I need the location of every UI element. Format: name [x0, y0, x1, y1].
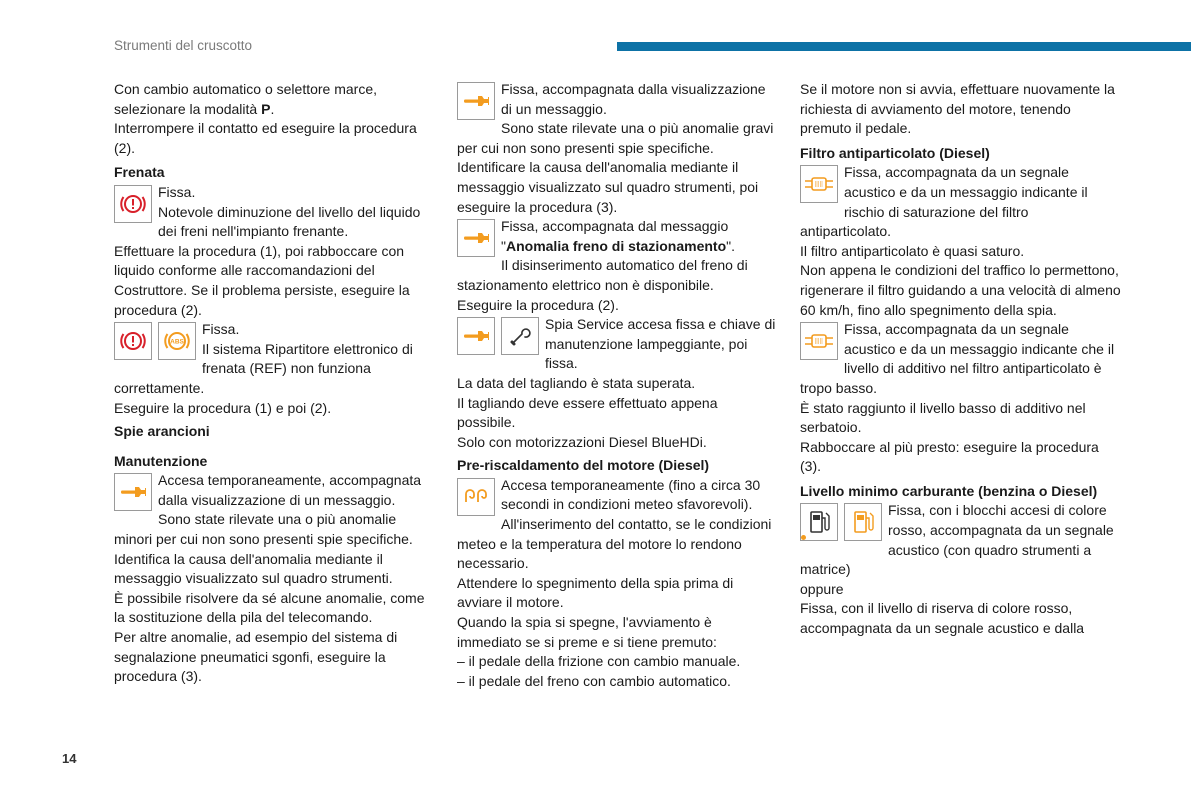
- warning-block-serious-anomaly: Fissa, accompagnata dalla visualizzazione di un messaggio. Sono state rilevate una o più anomalie gravi per cui non sono presenti spie specifiche. Identificare la causa dell'anomalia mediante il messaggio visualizzato sul quadro strumenti, poi eseguire la procedura (3).: [457, 81, 774, 215]
- fuel-pump-matrix-icon: [800, 503, 838, 541]
- reserve-dot-icon: [801, 535, 806, 540]
- warning-block-brake-fluid: Fissa. Notevole diminuzione del livello del liquido dei freni nell'impianto frenante. Effettuare la procedura (1), poi rabboccare con liquido conforme alle raccomandazioni del Costruttore. Se il problema persiste, eseguire la procedura (2).: [114, 183, 421, 318]
- heading-spie-arancioni: Spie arancioni: [114, 423, 210, 440]
- glow-plug-icon: [457, 478, 495, 516]
- warning-block-maintenance: Accesa temporaneamente, accompagnata dalla visualizzazione di un messaggio. Sono state rilevate una o più anomalie minori per cui non sono presenti spie specifiche. Identifica la causa dell'anomalia mediante il messaggio visualizzato sul quadro strumenti. È possibile risolvere da sé alcune anomalie, come la sostituzione della pila del telecomando. Per altre anomalie, ad esempio del sistema di segnalazione pneumatici sgonfi, eseguire la procedura (3).: [114, 472, 425, 685]
- heading-frenata: Frenata: [114, 164, 165, 181]
- paragraph: Con cambio automatico o selettore marce, selezionare la modalità P.: [114, 81, 378, 117]
- warning-block-parking-brake: Fissa, accompagnata dal messaggio "Anomalia freno di stazionamento". Il disinserimento automatico del freno di stazionamento elettrico non è disponibile. Eseguire la procedura (2).: [457, 218, 748, 313]
- paragraph: Interrompere il contatto ed eseguire la procedura (2).: [114, 120, 417, 156]
- brake-warning-icon: [114, 185, 152, 223]
- warning-block-low-fuel: Fissa, con i blocchi accesi di colore rosso, accompagnata da un segnale acustico (con quadro strumenti a matrice) oppure Fissa, con il livello di riserva di colore rosso, accompagnata da un segnale acustico e dalla: [800, 502, 1114, 637]
- warning-block-dpf-saturation: Fissa, accompagnata da un segnale acustico e da un messaggio indicante il rischio di saturazione del filtro antiparticolato. Il filtro antiparticolato è quasi saturo. Non appena le condizioni del traffico lo permettono, rigenerare il filtro guidando a una velocità di almeno 60 km/h, fino allo spegnimento della spia.: [800, 164, 1121, 318]
- section-title: Strumenti del cruscotto: [114, 38, 253, 53]
- wrench-icon: [457, 82, 495, 120]
- wrench-icon: [457, 219, 495, 257]
- header-accent-bar: [617, 42, 1191, 51]
- svg-text:ABS: ABS: [170, 338, 184, 346]
- heading-manutenzione: Manutenzione: [114, 452, 208, 469]
- particle-filter-icon: [800, 165, 838, 203]
- abs-warning-icon: [158, 322, 196, 360]
- warning-block-ref: ABS Fissa. Il sistema Ripartitore elettronico di frenata (REF) non funziona correttamente. Eseguire la procedura (1) e poi (2).: [114, 321, 413, 416]
- brake-warning-icon: [114, 322, 152, 360]
- warning-block-preheating: Accesa temporaneamente (fino a circa 30 secondi in condizioni meteo sfavorevoli). All'inserimento del contatto, se le condizioni meteo e la temperatura del motore lo rendono necessario. Attendere lo spegnimento della spia prima di avviare il motore. Quando la spia si spegne, l'avviamento è immediato se si preme e si tiene premuto: – il pedale della frizione con cambio manuale. – il pedale del freno con cambio automatico.: [457, 476, 772, 689]
- column-2: [457, 80, 779, 691]
- warning-block-service: Spia Service accesa fissa e chiave di manutenzione lampeggiante, poi fissa. La data del tagliando è stata superata. Il tagliando deve essere effettuato appena possibile. Solo con motorizzazioni Diesel BlueHDi.: [457, 316, 776, 450]
- heading-livello-carburante: Livello minimo carburante (benzina o Diesel): [800, 482, 1098, 499]
- warning-block-dpf-additive: Fissa, accompagnata da un segnale acustico e da un messaggio indicante che il livello di additivo nel filtro antiparticolato è tropo basso. È stato raggiunto il livello basso di additivo nel serbatoio. Rabboccare al più presto: eseguire la procedura (3).: [800, 321, 1115, 475]
- heading-filtro-antiparticolato: Filtro antiparticolato (Diesel): [800, 144, 990, 161]
- service-spanner-icon: [501, 317, 539, 355]
- column-1: [114, 80, 436, 687]
- page-number: 14: [62, 751, 77, 766]
- heading-preriscaldamento: Pre-riscaldamento del motore (Diesel): [457, 457, 710, 474]
- wrench-icon: [114, 473, 152, 511]
- particle-filter-icon: [800, 322, 838, 360]
- column-3: Se il motore non si avvia, effettuare nuovamente la richiesta di avviamento del motore, tenendo premuto il pedale. Filtro antiparticolato (Diesel) Fissa, accompagnata da un segnale acustico e da un messaggio indicante il rischio di saturazione del filtro antiparticolato. Il filtro antiparticolato è quasi saturo. Non appena le condizioni del traffico lo permettono, rigenerare il filtro guidando a una velocità di almeno 60 km/h, fino allo spegnimento della spia. Fissa, accompagnata da un segnale acustico e da un messaggio indicante che il livello di additivo nel filtro antiparticolato è tropo basso. È stato raggiunto il livello basso di additivo nel serbatoio. Rabboccare al più presto: eseguire la procedura (3). Livello minimo carburante (benzina o Diesel) Fissa, con i blocchi accesi di colore rosso, accompagnata da un segnale acustico (con quadro strumenti a matrice) oppure Fissa, con il livello di riserva di colore rosso, accompagnata da un segnale acustico e dalla: [800, 80, 1122, 639]
- fuel-pump-icon: [844, 503, 882, 541]
- wrench-icon: [457, 317, 495, 355]
